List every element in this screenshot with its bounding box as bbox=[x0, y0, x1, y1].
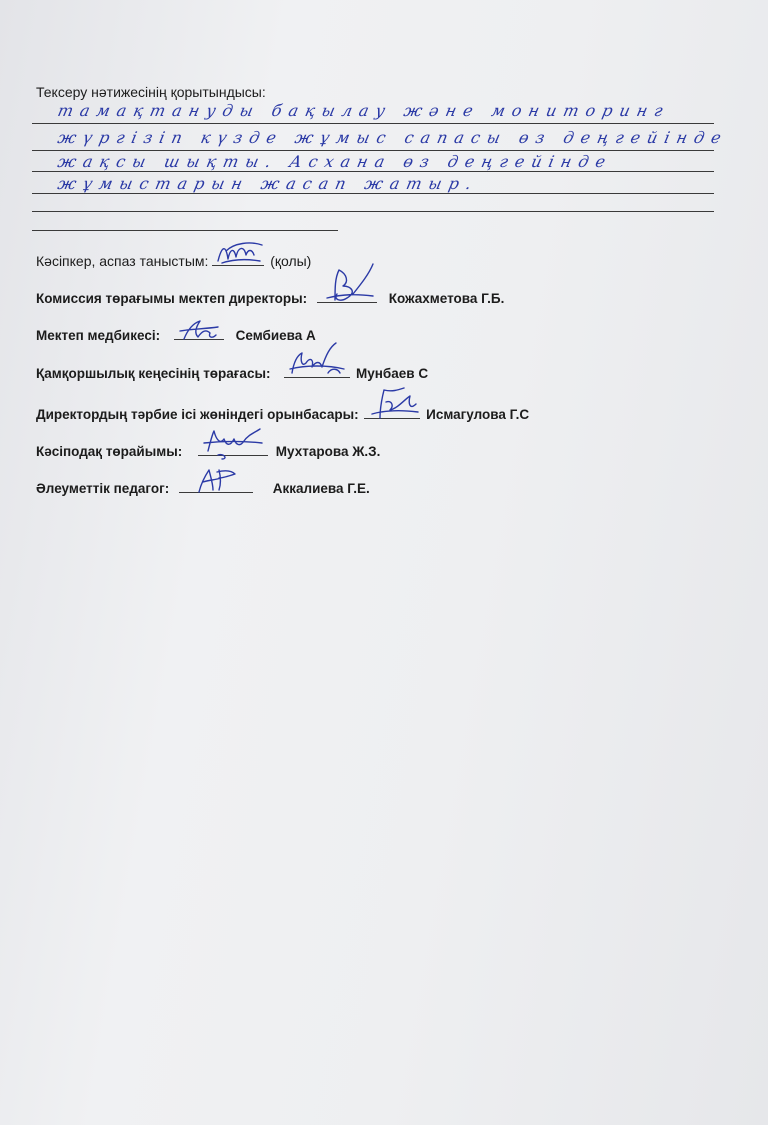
signature-field bbox=[179, 478, 253, 493]
signature-row bbox=[36, 404, 529, 422]
signature-row bbox=[36, 478, 370, 496]
signatory-name: Сембиева А bbox=[235, 328, 316, 343]
handwritten-line: жүргізіп күзде жұмыс сапасы өз деңгейінде bbox=[55, 128, 730, 147]
handwritten-line: жақсы шықты. Асхана өз деңгейінде bbox=[55, 152, 615, 171]
signature-field bbox=[198, 441, 268, 456]
conclusion-heading: Тексеру нәтижесінің қорытындысы: bbox=[36, 84, 266, 100]
signatory-name: Мухтарова Ж.З. bbox=[275, 444, 381, 459]
signatory-name: Мунбаев С bbox=[356, 366, 429, 381]
signature-icon bbox=[317, 264, 377, 306]
signature-role-label: Мектеп медбикесі: bbox=[36, 328, 161, 343]
signatory-name: Кожахметова Г.Б. bbox=[388, 291, 505, 306]
signature-icon bbox=[198, 425, 268, 459]
signatory-name: Аккалиева Г.Е. bbox=[272, 481, 370, 496]
ruled-line bbox=[32, 230, 338, 231]
signature-role-label: Қамқоршылық кеңесінің төрағасы: bbox=[36, 366, 271, 381]
signature-field bbox=[212, 251, 264, 266]
signature-icon bbox=[212, 239, 264, 269]
signature-field bbox=[364, 404, 420, 419]
handwritten-line: тамақтануды бақылау және мониторинг bbox=[55, 101, 672, 120]
signature-icon bbox=[179, 466, 253, 496]
signature-field bbox=[317, 288, 377, 303]
handwritten-line: жұмыстарын жасап жатыр. bbox=[55, 174, 481, 193]
ruled-line bbox=[32, 211, 714, 212]
ruled-line bbox=[32, 150, 714, 151]
signature-field bbox=[174, 325, 224, 340]
signature-role-label: Кәсіпкер, аспаз таныстым: bbox=[36, 253, 209, 269]
signature-row bbox=[36, 441, 380, 459]
signature-icon bbox=[364, 386, 420, 422]
signature-row bbox=[36, 325, 316, 343]
signature-role-label: Кәсіподақ төрайымы: bbox=[36, 444, 183, 459]
signature-row bbox=[36, 363, 428, 381]
signature-role-label: Директордың тәрбие ісі жөніндегі орынбасары: bbox=[36, 407, 359, 422]
signature-icon bbox=[284, 341, 350, 381]
ruled-line bbox=[32, 193, 714, 194]
signatory-name: Исмагулова Г.С bbox=[426, 407, 530, 422]
signature-role-label: Комиссия төрағымы мектеп директоры: bbox=[36, 291, 308, 306]
signature-field bbox=[284, 363, 350, 378]
ruled-line bbox=[32, 171, 714, 172]
signature-role-label: Әлеуметтік педагог: bbox=[36, 481, 170, 496]
signature-note: (қолы) bbox=[270, 253, 312, 269]
signature-row bbox=[36, 251, 311, 269]
signature-icon bbox=[174, 317, 224, 343]
signature-row bbox=[36, 288, 504, 306]
ruled-line bbox=[32, 123, 714, 124]
